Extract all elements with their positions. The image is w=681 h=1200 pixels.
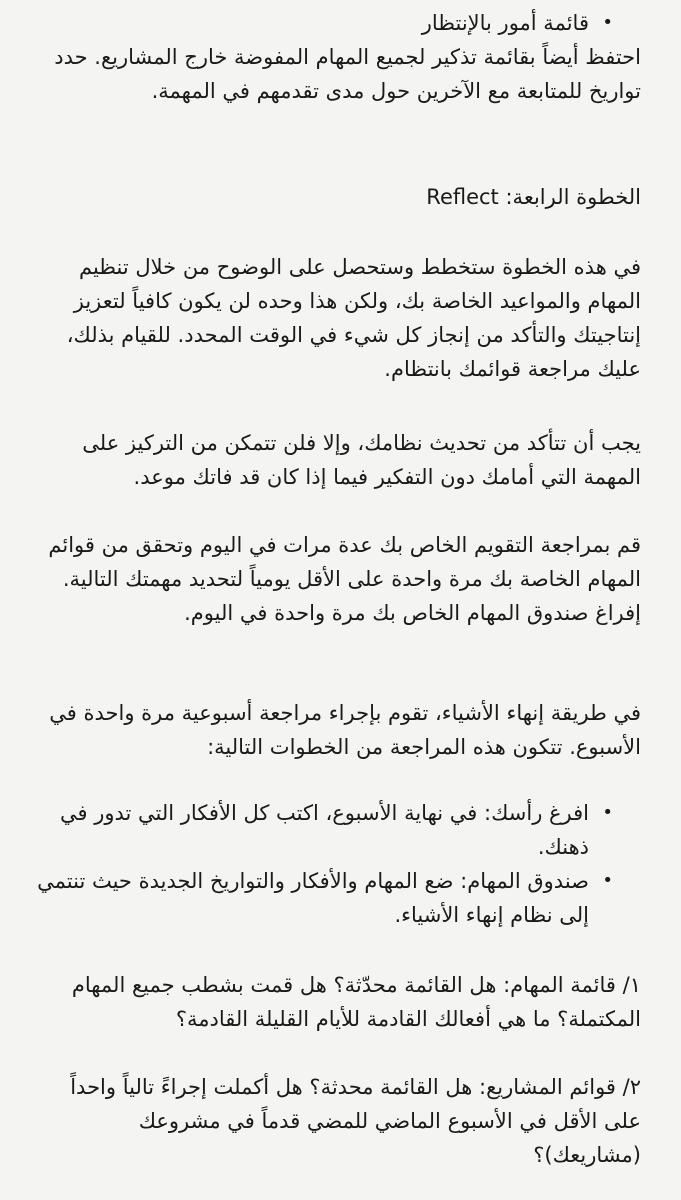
bullet-text: صندوق المهام: ضع المهام والأفكار والتواريخ الجديدة حيث تنتمي إلى نظام إنهاء الأشياء. <box>37 869 589 927</box>
paragraph-planning: في هذه الخطوة ستخطط وستحصل على الوضوح من خلال تنظيم المهام والمواعيد الخاصة بك، ولكن هذا وحده لن يكون كافياً لتعزيز إنتاجيتك والتأكد من إنجاز كل شيء في الوقت المحدد. للقيام بذلك، عليك مراجعة قوائمك بانتظام. <box>66 255 641 381</box>
bullet-dot-icon: • <box>602 12 613 33</box>
waiting-list-bullets <box>36 6 641 40</box>
bullet-dot-icon: • <box>602 802 613 823</box>
paragraph-weekly-review: في طريقة إنهاء الأشياء، تقوم بإجراء مراجعة أسبوعية مرة واحدة في الأسبوع. تتكون هذه المراجعة من الخطوات التالية: <box>49 701 641 759</box>
weekly-review-bullets <box>36 796 641 932</box>
bullet-dot-icon: • <box>602 870 613 891</box>
paragraph-task-list-review: ١/ قائمة المهام: هل القائمة محدّثة؟ هل قمت بشطب جميع المهام المكتملة؟ ما هي أفعالك القادمة للأيام القليلة القادمة؟ <box>71 973 641 1031</box>
bullet-text: افرغ رأسك: في نهاية الأسبوع، اكتب كل الأفكار التي تدور في ذهنك. <box>60 801 589 859</box>
paragraph-update-system: يجب أن تتأكد من تحديث نظامك، وإلا فلن تتمكن من التركيز على المهمة التي أمامك دون التفكير فيما إذا كان قد فاتك موعد. <box>82 431 641 489</box>
heading-prefix: الخطوة الرابعة: <box>505 185 641 209</box>
heading-term: Reflect <box>426 185 499 209</box>
bullet-text: قائمة أمور بالإنتظار <box>421 11 589 35</box>
bullet-item <box>36 6 641 40</box>
step-four-heading <box>36 180 641 214</box>
bullet-item <box>36 864 641 932</box>
paragraph-project-list-review: ٢/ قوائم المشاريع: هل القائمة محدثة؟ هل أكملت إجراءً تالياً واحداً على الأقل في الأسبوع الماضي للمضي قدماً في مشروعك (مشاريعك)؟ <box>70 1075 641 1167</box>
paragraph-delegated-tasks: احتفظ أيضاً بقائمة تذكير لجميع المهام المفوضة خارج المشاريع. حدد تواريخ للمتابعة مع الآخرين حول مدى تقدمهم في المهمة. <box>54 45 641 103</box>
bullet-item <box>36 796 641 864</box>
paragraph-review-calendar: قم بمراجعة التقويم الخاص بك عدة مرات في اليوم وتحقق من قوائم المهام الخاصة بك مرة واحدة على الأقل يومياً لتحديد مهمتك التالية. إفراغ صندوق المهام الخاص بك مرة واحدة في اليوم. <box>48 533 641 625</box>
